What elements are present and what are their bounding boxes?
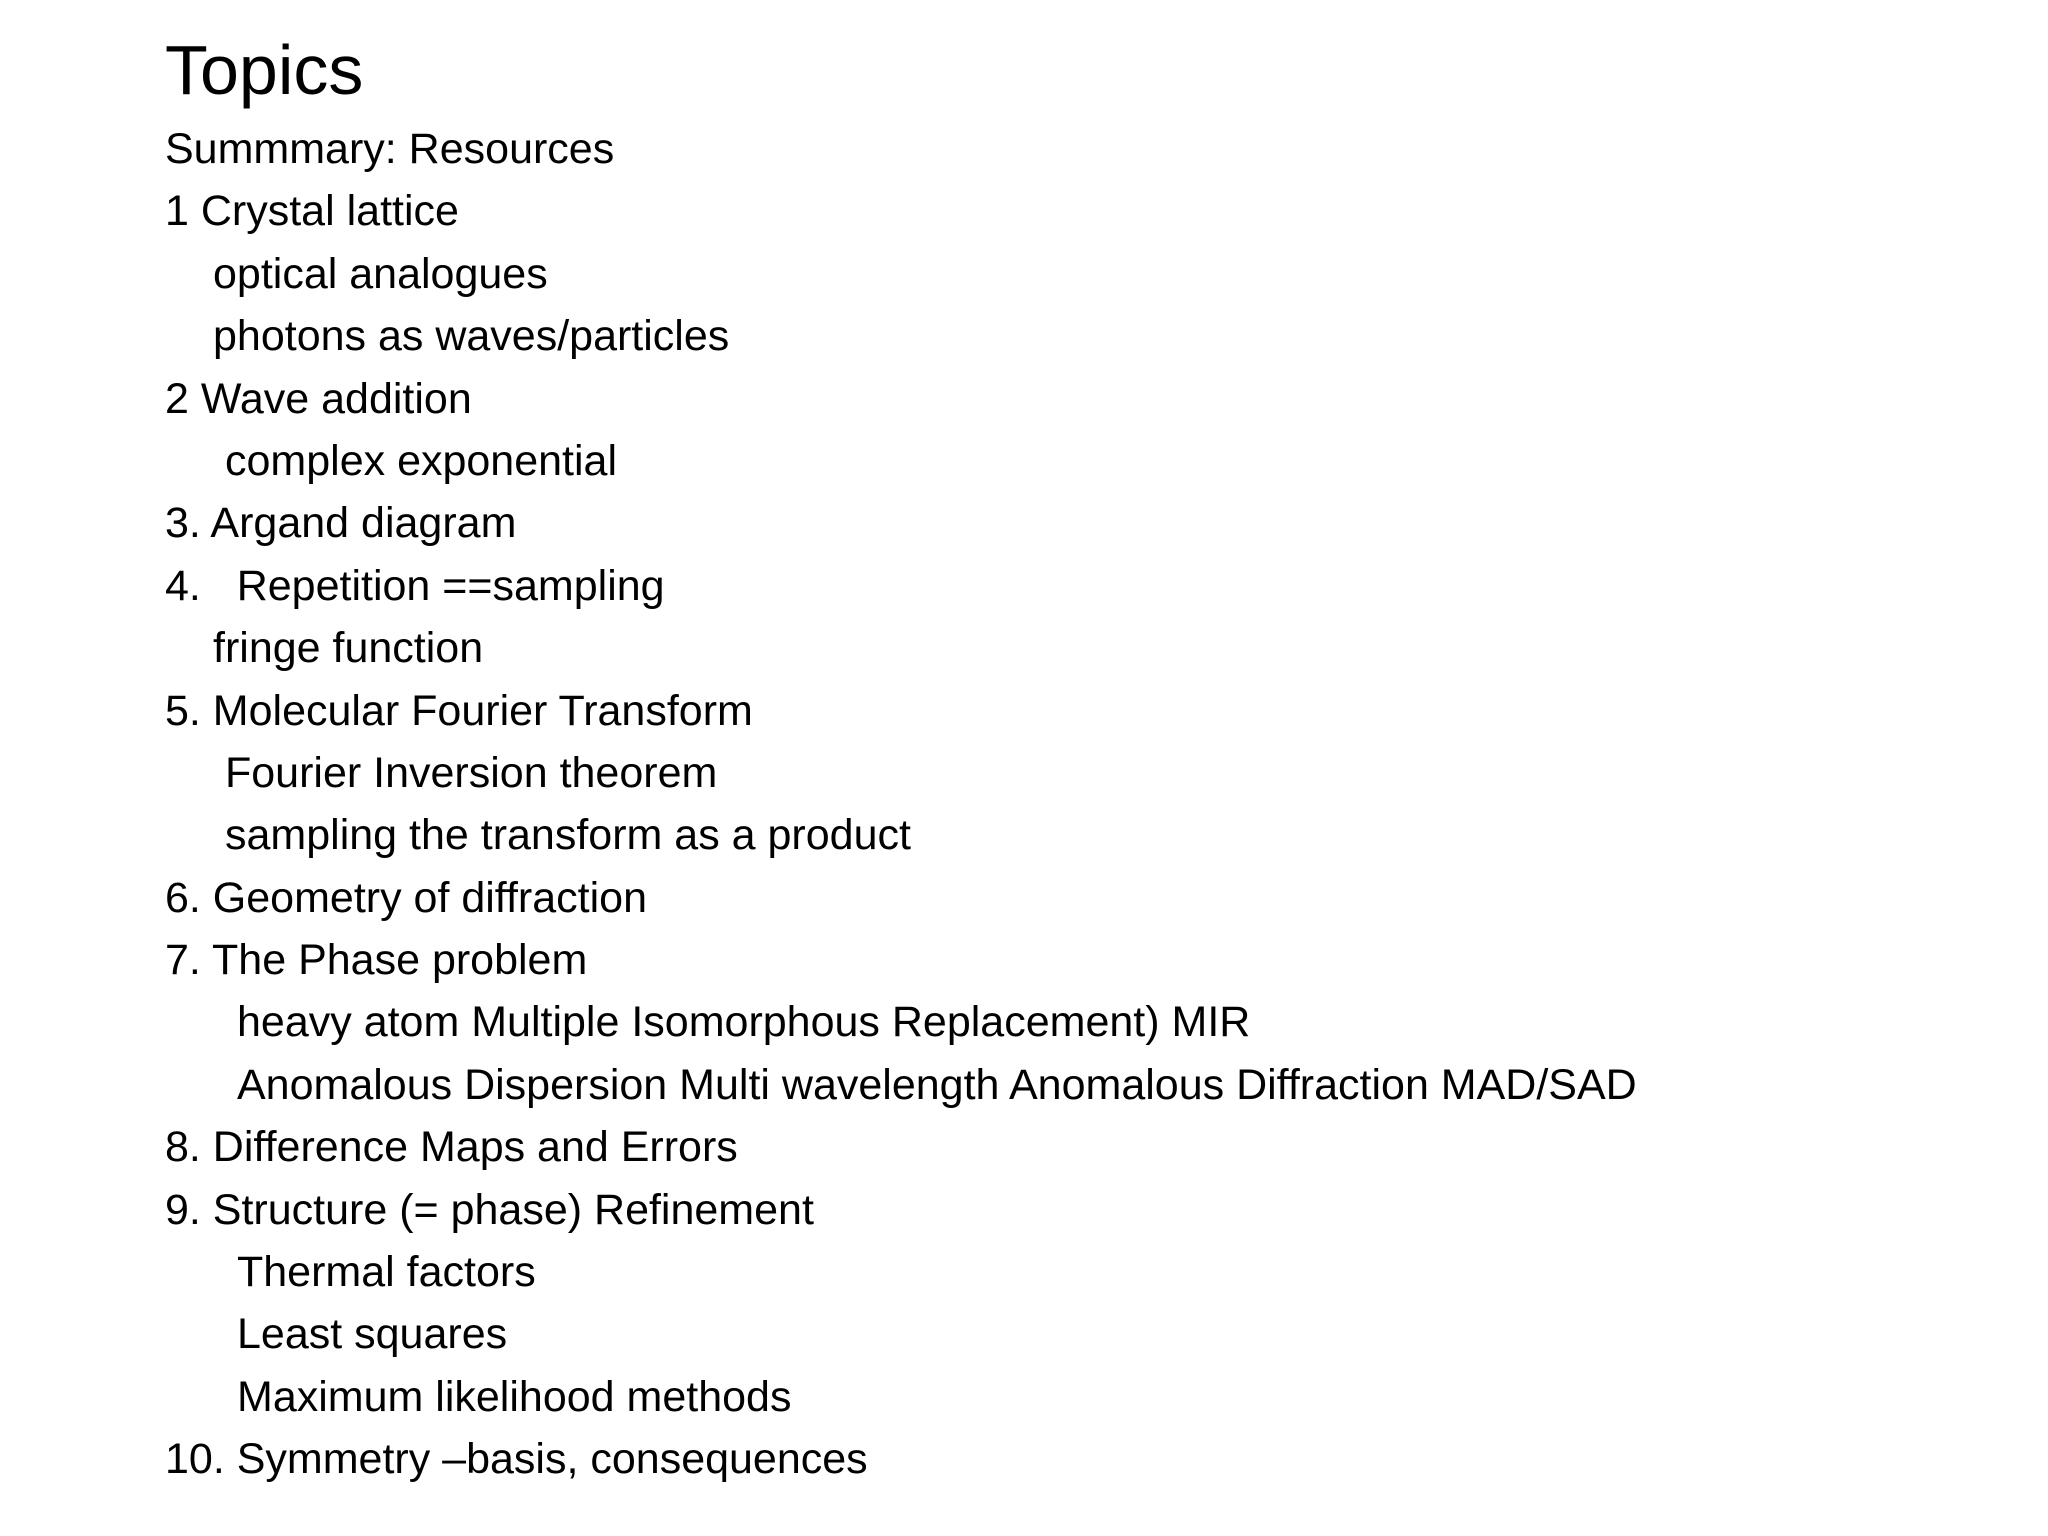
topic-line: 5. Molecular Fourier Transform xyxy=(165,686,753,735)
topic-line: 9. Structure (= phase) Refinement xyxy=(165,1185,814,1234)
topic-line: 3. Argand diagram xyxy=(165,499,517,548)
subtopic-line: complex exponential xyxy=(225,436,618,485)
topic-list xyxy=(165,118,1637,1491)
subtopic-line: heavy atom Multiple Isomorphous Replacement) MIR xyxy=(237,998,1251,1047)
topic-line: 1 Crystal lattice xyxy=(165,187,459,236)
slide-title: Topics xyxy=(165,31,364,109)
topic-line: 4. Repetition ==sampling xyxy=(165,561,665,610)
subtopic-line: optical analogues xyxy=(213,249,548,298)
subtopic-line: Thermal factors xyxy=(237,1248,536,1297)
subtopic-line: Maximum likelihood methods xyxy=(237,1372,792,1421)
subtopic-line: Anomalous Dispersion Multi wavelength Anomalous Diffraction MAD/SAD xyxy=(237,1060,1637,1109)
topic-line: 8. Difference Maps and Errors xyxy=(165,1123,738,1172)
topic-line: 2 Wave addition xyxy=(165,374,472,423)
subtopic-line: Fourier Inversion theorem xyxy=(225,748,718,797)
topic-line: 7. The Phase problem xyxy=(165,936,588,985)
topic-line: 10. Symmetry –basis, consequences xyxy=(165,1435,868,1484)
subtopic-line: sampling the transform as a product xyxy=(225,811,911,860)
topic-line: 6. Geometry of diffraction xyxy=(165,873,647,922)
topic-line: Summmary: Resources xyxy=(165,125,615,173)
subtopic-line: fringe function xyxy=(213,624,484,673)
subtopic-line: photons as waves/particles xyxy=(213,312,730,361)
subtopic-line: Least squares xyxy=(237,1310,508,1359)
